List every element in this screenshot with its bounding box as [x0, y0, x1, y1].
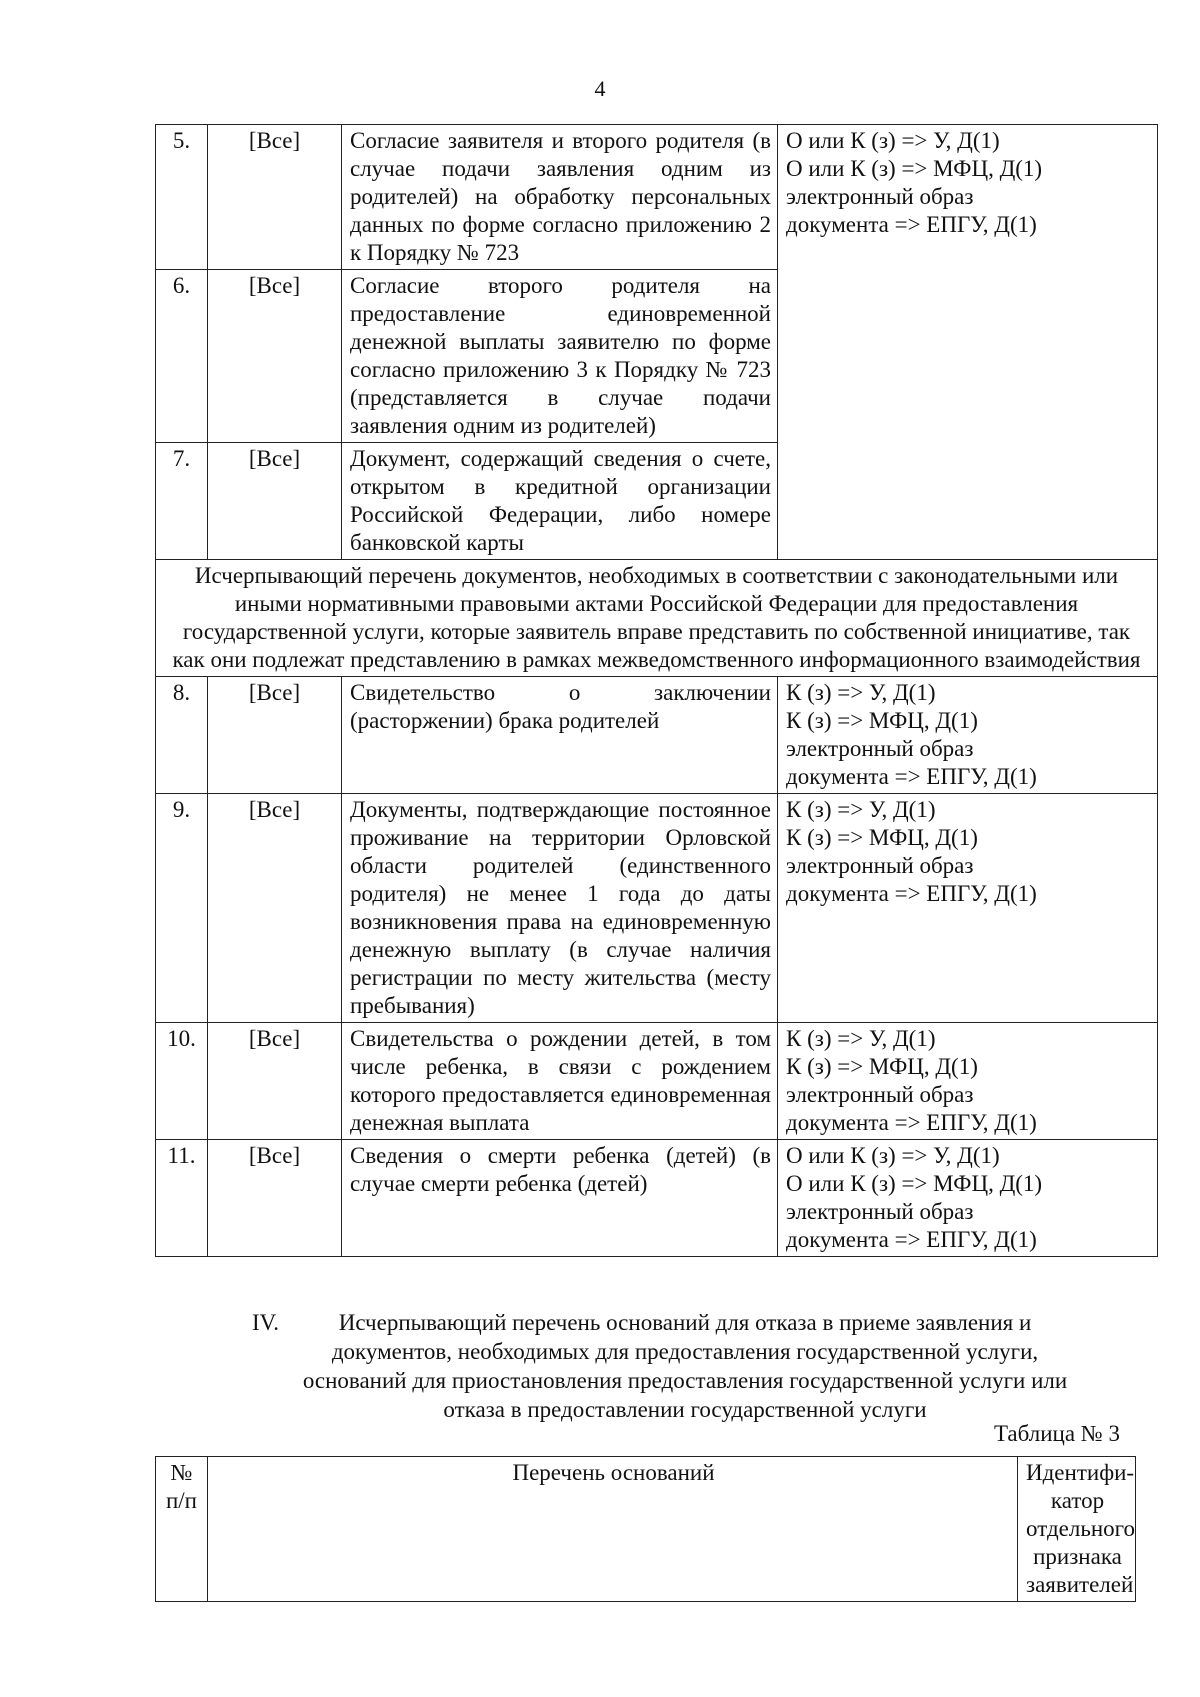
heading-line: документов, необходимых для предоставления государственной услуги, [331, 1339, 1039, 1364]
table-3 [155, 1456, 1136, 1602]
route-line: О или К (з) => МФЦ, Д(1) [786, 156, 1043, 181]
table-row [156, 1140, 1158, 1257]
row-route [778, 794, 1158, 1023]
table-row [156, 677, 1158, 794]
row-tag: [Все] [208, 677, 342, 794]
heading-line: Исчерпывающий перечень оснований для отказа в приеме заявления и [338, 1310, 1032, 1335]
row-tag: [Все] [208, 125, 342, 270]
row-number: 7. [156, 443, 208, 560]
row-route [778, 1023, 1158, 1140]
route-line: электронный образ [786, 1199, 974, 1224]
section-roman-numeral: IV. [252, 1310, 280, 1335]
route-line: электронный образ [786, 736, 974, 761]
route-line: О или К (з) => У, Д(1) [786, 1143, 1000, 1168]
table-row [156, 1023, 1158, 1140]
route-line: К (з) => У, Д(1) [786, 680, 936, 705]
col-header-reasons: Перечень оснований [208, 1457, 1018, 1602]
row-tag: [Все] [208, 1140, 342, 1257]
route-line: электронный образ [786, 184, 974, 209]
col-header-identifier: Идентифи- катор отдельного признака заявителей [1018, 1457, 1136, 1602]
row-description: Документ, содержащий сведения о счете, открытом в кредитной организации Российской Федерации, либо номере банковской карты [342, 443, 778, 560]
row-number: 5. [156, 125, 208, 270]
row-description: Свидетельства о рождении детей, в том числе ребенка, в связи с рождением которого предоставляется единовременная денежная выплата [342, 1023, 778, 1140]
heading-line: отказа в предоставлении государственной услуги [443, 1397, 927, 1422]
table-label: Таблица № 3 [993, 1421, 1120, 1446]
row-description: Согласие заявителя и второго родителя (в случае подачи заявления одним из родителей) на обработку персональных данных по форме согласно приложению 2 к Порядку № 723 [342, 125, 778, 270]
row-route [778, 1140, 1158, 1257]
route-line: К (з) => У, Д(1) [786, 797, 936, 822]
route-line: О или К (з) => МФЦ, Д(1) [786, 1171, 1043, 1196]
row-route [778, 677, 1158, 794]
row-number: 11. [156, 1140, 208, 1257]
route-line: документа => ЕПГУ, Д(1) [786, 764, 1037, 789]
route-line: документа => ЕПГУ, Д(1) [786, 212, 1037, 237]
route-line: К (з) => МФЦ, Д(1) [786, 1054, 978, 1079]
table-row [156, 125, 1158, 270]
row-number: 8. [156, 677, 208, 794]
documents-table [155, 124, 1158, 1257]
row-tag: [Все] [208, 443, 342, 560]
row-tag: [Все] [208, 794, 342, 1023]
route-line: О или К (з) => У, Д(1) [786, 128, 1000, 153]
route-line: электронный образ [786, 1082, 974, 1107]
row-number: 9. [156, 794, 208, 1023]
row-description: Сведения о смерти ребенка (детей) (в случае смерти ребенка (детей) [342, 1140, 778, 1257]
section-heading [250, 1308, 1120, 1424]
heading-line: оснований для приостановления предоставления государственной услуги или [302, 1368, 1068, 1393]
row-description: Согласие второго родителя на предоставление единовременной денежной выплаты заявителю по форме согласно приложению 3 к Порядку № 723 (представляется в случае подачи заявления одним из родителей) [342, 270, 778, 443]
route-line: документа => ЕПГУ, Д(1) [786, 881, 1037, 906]
section-row [156, 560, 1158, 677]
route-line: документа => ЕПГУ, Д(1) [786, 1110, 1037, 1135]
col-header-number: № п/п [156, 1457, 208, 1602]
route-line: электронный образ [786, 853, 974, 878]
section-title: Исчерпывающий перечень документов, необходимых в соответствии с законодательными или иными нормативными правовыми актами Российской Федерации для предоставления государственной услуги, которые заявитель вправе представить по собственной инициативе, так как они подлежат представлению в рамках межведомственного информационного взаимодействия [156, 560, 1158, 677]
table-header-row [156, 1457, 1136, 1602]
row-route [778, 125, 1158, 560]
row-tag: [Все] [208, 1023, 342, 1140]
route-line: К (з) => МФЦ, Д(1) [786, 825, 978, 850]
row-description: Свидетельство о заключении (расторжении) брака родителей [342, 677, 778, 794]
row-number: 10. [156, 1023, 208, 1140]
route-line: К (з) => МФЦ, Д(1) [786, 708, 978, 733]
row-number: 6. [156, 270, 208, 443]
page-number: 4 [594, 76, 606, 101]
route-line: документа => ЕПГУ, Д(1) [786, 1227, 1037, 1252]
table-row [156, 794, 1158, 1023]
row-tag: [Все] [208, 270, 342, 443]
row-description: Документы, подтверждающие постоянное проживание на территории Орловской области родителей (единственного родителя) не менее 1 года до даты возникновения права на единовременную денежную выплату (в случае наличия регистрации по месту жительства (месту пребывания) [342, 794, 778, 1023]
route-line: К (з) => У, Д(1) [786, 1026, 936, 1051]
